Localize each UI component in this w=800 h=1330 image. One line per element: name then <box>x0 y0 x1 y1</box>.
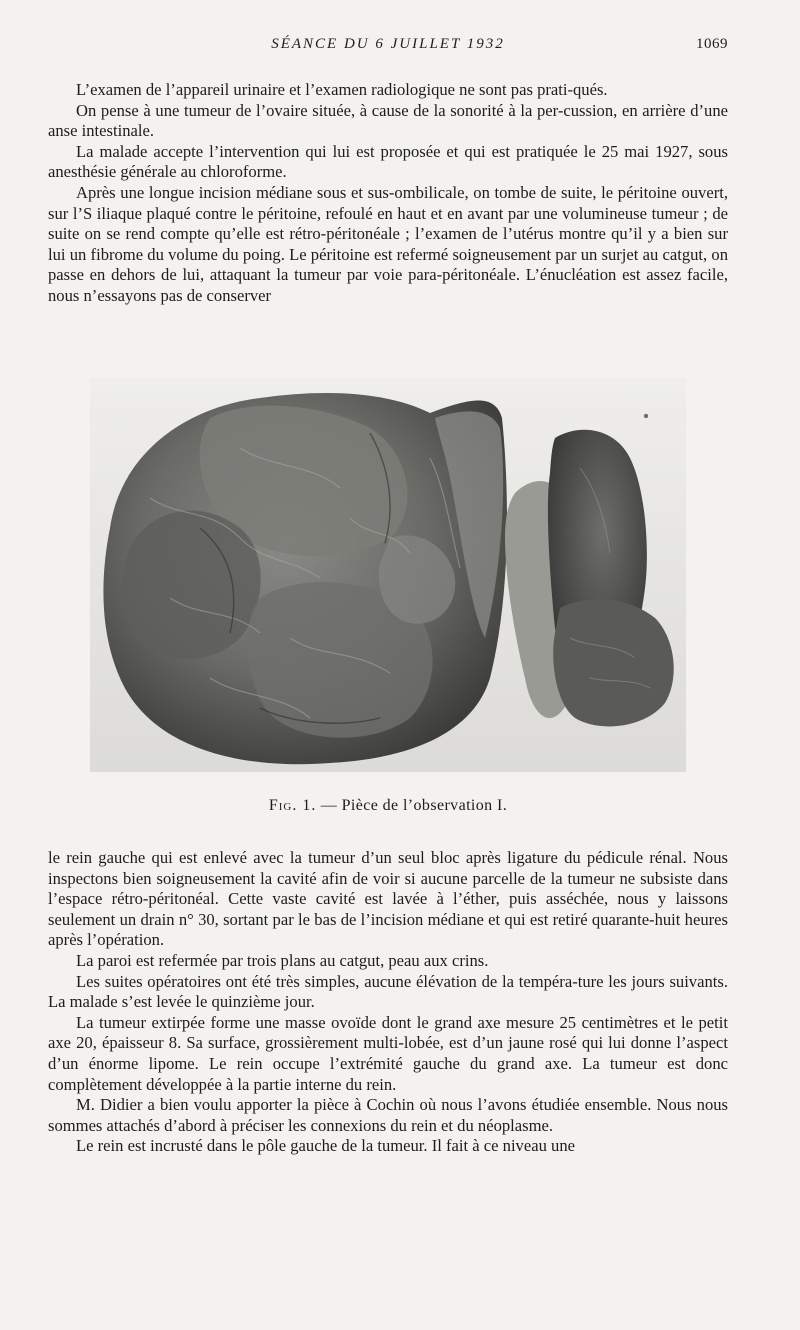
paragraph: La paroi est refermée par trois plans au catgut, peau aux crins. <box>76 950 489 970</box>
figure-caption-label: Fig. 1. <box>268 797 317 814</box>
text-block-top <box>48 80 728 307</box>
figure-caption <box>48 797 728 815</box>
running-title: SÉANCE DU 6 JUILLET 1932 <box>271 36 505 52</box>
paragraph-continuation: le rein gauche qui est enlevé avec la tumeur d’un seul bloc après ligature du pédicule rénal. Nous inspectons bien soigneusement la cavité afin de voir si aucune parcelle de la tumeur ne subsiste dans l’espace rétro-péritonéal. Cette vaste cavité est lavée à l’éther, puis asséchée, nous y laissons seulement un drain n° 30, sortant par le bas de l’incision médiane et qui est retiré quarante-huit heures après l’opération. <box>48 848 728 950</box>
paragraph: Le rein est incrusté dans le pôle gauche de la tumeur. Il fait à ce niveau une <box>76 1136 575 1156</box>
paragraph: La malade accepte l’intervention qui lui est proposée et qui est pratiquée le 25 mai 1927, sous anesthésie générale au chloroforme. <box>48 141 728 182</box>
paragraph: Les suites opératoires ont été très simples, aucune élévation de la tempéra-ture les jours suivants. La malade s’est levée le quinzième jour. <box>48 971 728 1012</box>
running-header <box>48 36 728 58</box>
paragraph: On pense à une tumeur de l’ovaire située, à cause de la sonorité à la per-cussion, en arrière d’une anse intestinale. <box>48 100 728 141</box>
figure-specimen-photo <box>90 378 686 772</box>
paragraph: M. Didier a bien voulu apporter la pièce à Cochin où nous l’avons étudiée ensemble. Nous nous sommes attachés d’abord à préciser les connexions du rein et du néoplasme. <box>48 1095 728 1135</box>
page-number: 1069 <box>696 36 728 52</box>
text-block-bottom <box>48 848 728 1157</box>
tumor-specimen-image <box>90 378 686 772</box>
figure-caption-text: — Pièce de l’observation I. <box>320 797 508 814</box>
paragraph: Après une longue incision médiane sous et sus-ombilicale, on tombe de suite, le péritoine ouvert, sur l’S iliaque plaqué contre le péritoine, refoulé en haut et en avant par une volumineuse tumeur ; de suite on se rend compte qu’elle est rétro-péritonéale ; l’examen de l’utérus montre qu’il y a bien sur lui un fibrome du volume du poing. Le péritoine est refermé soigneusement par un surjet au catgut, on passe en dehors de lui, attaquant la tumeur par voie para-péritonéale. L’énucléation est assez facile, nous n’essayons pas de conserver <box>48 182 728 305</box>
paragraph: L’examen de l’appareil urinaire et l’examen radiologique ne sont pas prati-qués. <box>76 80 608 99</box>
paragraph: La tumeur extirpée forme une masse ovoïde dont le grand axe mesure 25 centimètres et le petit axe 20, épaisseur 8. Sa surface, grossièrement multi-lobée, est d’un jaune rosé qui lui donne l’aspect d’un énorme lipome. Le rein occupe l’extrémité gauche du grand axe. La tumeur est donc complètement développée à la partie interne du rein. <box>48 1012 728 1094</box>
